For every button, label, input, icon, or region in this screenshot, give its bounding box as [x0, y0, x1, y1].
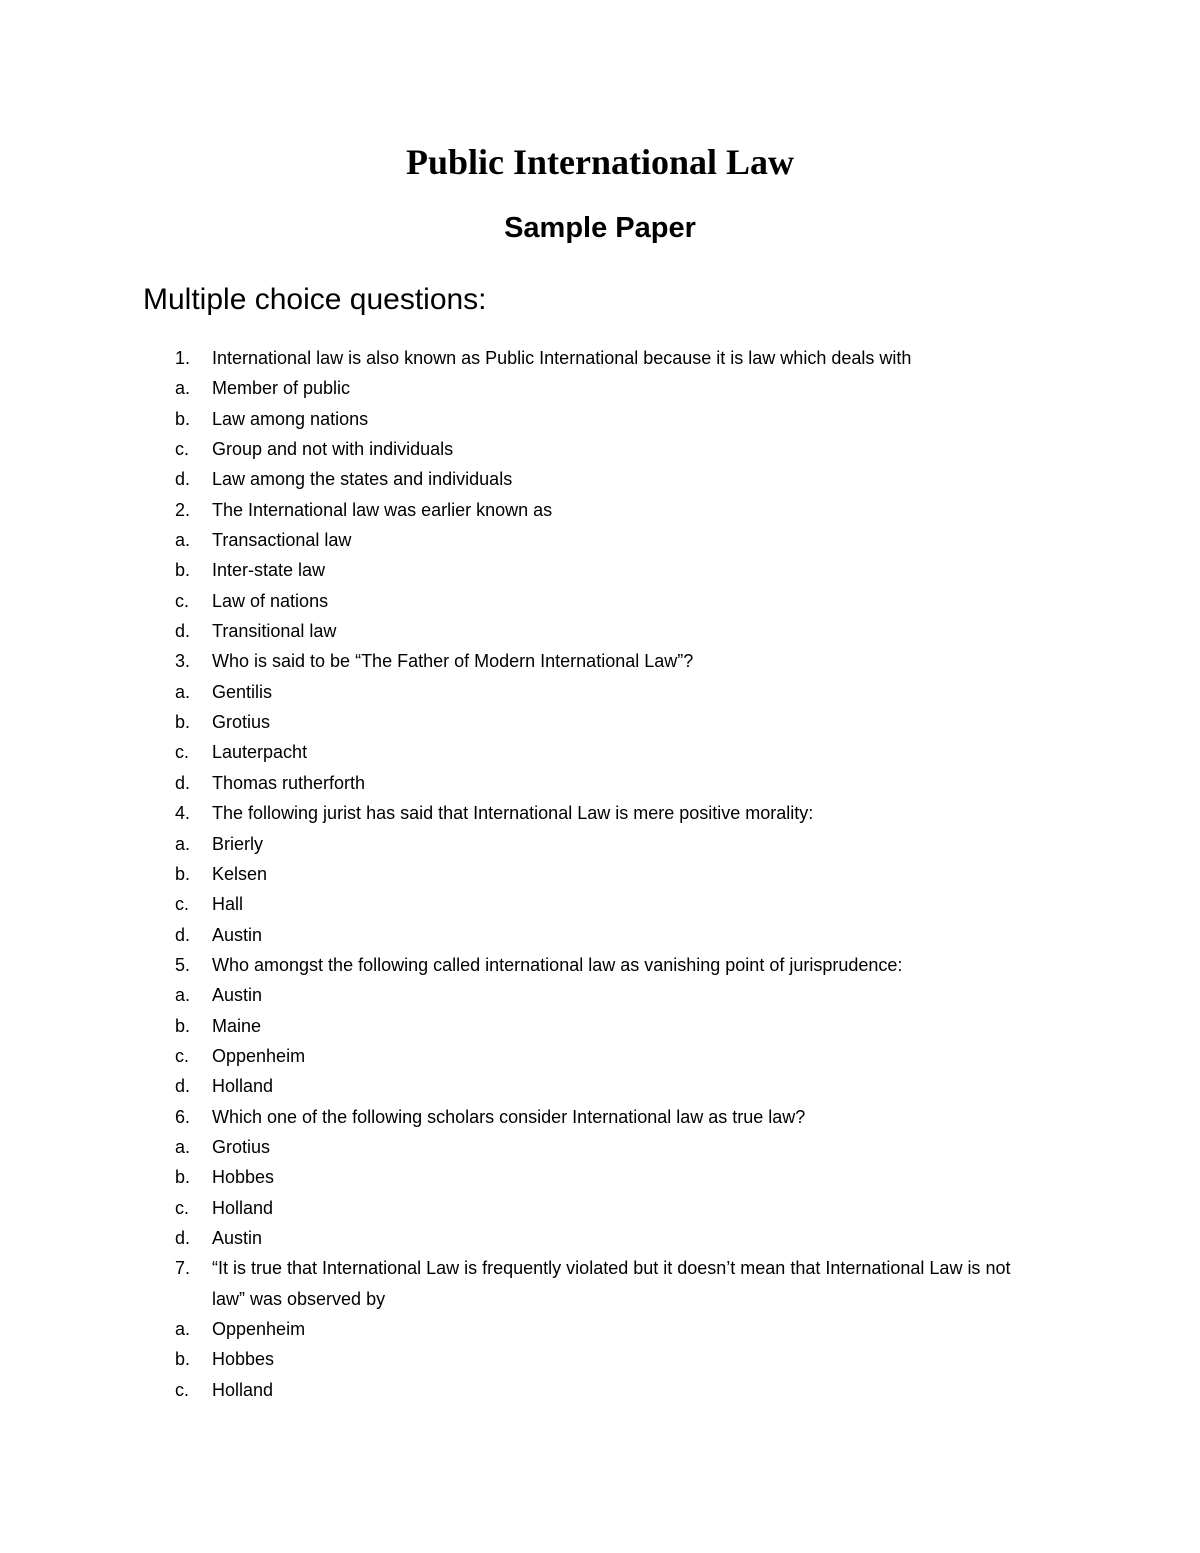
- answer-option: [143, 677, 1043, 707]
- answer-option: [143, 829, 1043, 859]
- option-letter: b.: [175, 408, 191, 429]
- question-number: 5.: [175, 954, 191, 975]
- option-letter: d.: [175, 1076, 191, 1097]
- option-letter: a.: [175, 985, 191, 1006]
- option-letter: c.: [175, 894, 190, 915]
- option-text: Oppenheim: [212, 1319, 306, 1339]
- option-letter: a.: [175, 530, 191, 551]
- option-text: Grotius: [212, 712, 271, 733]
- question-item: [143, 798, 1043, 828]
- answer-option: [143, 1223, 1043, 1253]
- answer-option: [143, 434, 1043, 464]
- answer-option: [143, 768, 1043, 798]
- option-text: Inter-state law: [212, 560, 326, 581]
- answer-option: [143, 525, 1043, 555]
- option-text: Austin: [212, 985, 263, 1006]
- option-text: Gentilis: [212, 681, 273, 702]
- option-letter: b.: [175, 560, 191, 581]
- option-text: Oppenheim: [212, 1045, 306, 1066]
- answer-option: [143, 1071, 1043, 1101]
- question-text: “It is true that International Law is frequently violated but it doesn’t mean that International Law is not law” was observed by: [212, 1258, 1011, 1309]
- option-text: Law of nations: [212, 590, 329, 611]
- question-number: 7.: [175, 1258, 191, 1279]
- option-letter: b.: [175, 1167, 191, 1188]
- section-heading: Multiple choice questions:: [143, 283, 487, 316]
- answer-option: [143, 616, 1043, 646]
- option-letter: c.: [175, 439, 190, 460]
- question-text: The following jurist has said that International Law is mere positive morality:: [212, 803, 814, 824]
- question-text: Which one of the following scholars consider International law as true law?: [212, 1106, 806, 1127]
- option-text: Hobbes: [212, 1349, 275, 1370]
- option-text: Holland: [212, 1076, 274, 1097]
- answer-option: [143, 464, 1043, 494]
- option-text: Holland: [212, 1197, 274, 1218]
- option-letter: d.: [175, 621, 191, 642]
- option-text: Law among nations: [212, 408, 369, 429]
- question-text: International law is also known as Public International because it is law which deals with: [212, 348, 912, 368]
- question-text: Who amongst the following called international law as vanishing point of jurisprudence:: [212, 954, 903, 975]
- answer-option: [143, 1041, 1043, 1071]
- answer-option: [143, 859, 1043, 889]
- option-letter: a.: [175, 681, 191, 702]
- answer-option: [143, 980, 1043, 1010]
- option-letter: d.: [175, 469, 191, 490]
- question-item: [143, 950, 1043, 980]
- option-letter: c.: [175, 1045, 190, 1066]
- question-item: [143, 1102, 1043, 1132]
- question-number: 2.: [175, 499, 191, 520]
- option-text: Transitional law: [212, 621, 337, 642]
- answer-option: [143, 889, 1043, 919]
- option-letter: a.: [175, 833, 191, 854]
- option-text: Austin: [212, 1227, 263, 1248]
- option-text: Maine: [212, 1015, 262, 1036]
- option-letter: c.: [175, 590, 190, 611]
- option-letter: d.: [175, 772, 191, 793]
- answer-option: [143, 1344, 1043, 1374]
- question-number: 3.: [175, 651, 191, 672]
- option-text: Holland: [212, 1379, 274, 1400]
- question-number: 4.: [175, 803, 191, 824]
- document-subtitle: Sample Paper: [504, 212, 696, 244]
- option-letter: b.: [175, 1015, 191, 1036]
- document-title: Public International Law: [405, 142, 795, 182]
- option-letter: d.: [175, 1227, 191, 1248]
- question-item: [143, 343, 1043, 373]
- option-text: Kelsen: [212, 863, 268, 884]
- option-text: Transactional law: [212, 530, 352, 551]
- option-text: Thomas rutherforth: [212, 772, 366, 793]
- answer-option: [143, 737, 1043, 767]
- question-number: 1.: [175, 348, 191, 368]
- option-text: Austin: [212, 924, 263, 945]
- answer-option: [143, 707, 1043, 737]
- option-letter: b.: [175, 712, 191, 733]
- option-text: Member of public: [212, 378, 351, 399]
- answer-option: [143, 1132, 1043, 1162]
- option-letter: b.: [175, 863, 191, 884]
- answer-option: [143, 1011, 1043, 1041]
- answer-option: [143, 404, 1043, 434]
- option-letter: a.: [175, 1136, 191, 1157]
- option-letter: b.: [175, 1349, 191, 1370]
- option-text: Hall: [212, 894, 244, 915]
- question-text: The International law was earlier known as: [212, 499, 553, 520]
- answer-option: [143, 1375, 1043, 1405]
- option-letter: c.: [175, 1197, 190, 1218]
- option-text: Brierly: [212, 833, 264, 854]
- answer-option: [143, 1314, 1043, 1344]
- option-letter: a.: [175, 378, 191, 399]
- question-number: 6.: [175, 1106, 191, 1127]
- option-text: Law among the states and individuals: [212, 469, 513, 490]
- option-text: Hobbes: [212, 1167, 275, 1188]
- option-letter: d.: [175, 924, 191, 945]
- question-item: [143, 646, 1043, 676]
- question-item: [143, 495, 1043, 525]
- answer-option: [143, 920, 1043, 950]
- answer-option: [143, 555, 1043, 585]
- answer-option: [143, 1193, 1043, 1223]
- answer-option: [143, 586, 1043, 616]
- question-text: Who is said to be “The Father of Modern International Law”?: [212, 651, 694, 672]
- option-letter: c.: [175, 742, 190, 763]
- option-text: Lauterpacht: [212, 742, 308, 763]
- question-list: [143, 343, 1043, 1405]
- answer-option: [143, 1162, 1043, 1192]
- option-letter: c.: [175, 1379, 190, 1400]
- option-text: Group and not with individuals: [212, 439, 454, 460]
- option-text: Grotius: [212, 1136, 271, 1157]
- answer-option: [143, 373, 1043, 403]
- option-letter: a.: [175, 1319, 191, 1339]
- question-item: [143, 1253, 1043, 1314]
